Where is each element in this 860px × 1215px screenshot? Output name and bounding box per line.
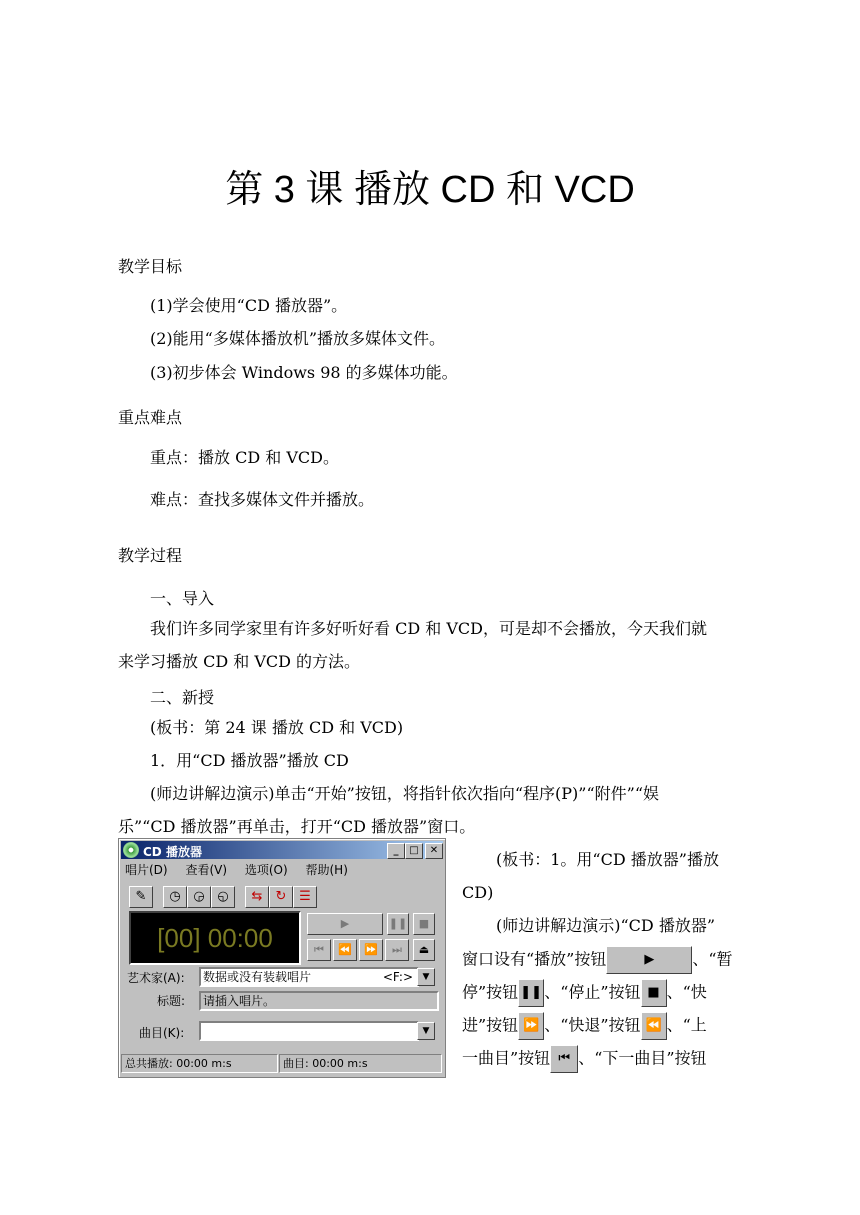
side-text: 、“下一曲目”按钮 bbox=[578, 1048, 707, 1068]
minimize-button[interactable]: _ bbox=[387, 843, 405, 859]
next-track-button[interactable]: ⏭ bbox=[385, 939, 409, 961]
menu-options[interactable]: 选项(O) bbox=[244, 863, 288, 877]
chevron-down-icon[interactable]: ▼ bbox=[417, 968, 435, 986]
step-desc: (师边讲解边演示)单击“开始”按钮，将指针依次指向“程序(P)”“附件”“娱 bbox=[150, 784, 659, 803]
artist-field[interactable] bbox=[199, 967, 419, 987]
key-point: 重点：播放 CD 和 VCD。 bbox=[150, 448, 339, 467]
side-text: 、“暂 bbox=[692, 949, 733, 969]
side-text: 一曲目”按钮 bbox=[462, 1048, 551, 1068]
side-text: (板书：1。用“CD 播放器”播放 bbox=[496, 850, 719, 869]
page-title: 第 3 课 播放 CD 和 VCD bbox=[225, 169, 635, 211]
process-heading: 教学过程 bbox=[118, 546, 183, 565]
goal-item: (1)学会使用“CD 播放器”。 bbox=[150, 296, 348, 315]
pause-button[interactable]: ❚❚ bbox=[387, 913, 409, 935]
track-time-elapsed-icon[interactable]: ◷ bbox=[163, 886, 187, 908]
eject-button[interactable]: ⏏ bbox=[413, 939, 435, 961]
edit-playlist-icon[interactable]: ✎ bbox=[129, 886, 153, 908]
track-select[interactable] bbox=[199, 1021, 419, 1041]
side-text-line bbox=[462, 1012, 707, 1040]
status-total-time: 总共播放: 00:00 m:s bbox=[121, 1054, 278, 1073]
title-bar[interactable] bbox=[121, 841, 443, 859]
stop-button-image: ■ bbox=[641, 979, 667, 1007]
status-track-time: 曲目: 00:00 m:s bbox=[279, 1054, 442, 1073]
track-time-remaining-icon[interactable]: ◶ bbox=[187, 886, 211, 908]
key-heading: 重点难点 bbox=[118, 408, 183, 427]
fast-forward-button[interactable]: ⏩ bbox=[359, 939, 383, 961]
intro-heading: 一、导入 bbox=[150, 589, 215, 608]
goals-heading: 教学目标 bbox=[118, 257, 183, 276]
random-order-icon[interactable]: ⇆ bbox=[245, 886, 269, 908]
intro-text: 来学习播放 CD 和 VCD 的方法。 bbox=[118, 652, 361, 671]
difficult-point: 难点：查找多媒体文件并播放。 bbox=[150, 490, 375, 509]
play-button-image: ▶ bbox=[606, 946, 692, 974]
artist-label: 艺术家(A): bbox=[127, 971, 185, 985]
rewind-button[interactable]: ⏪ bbox=[333, 939, 357, 961]
side-text: 窗口设有“播放”按钮 bbox=[462, 949, 607, 969]
previous-track-button-image: ⏮ bbox=[550, 1045, 578, 1073]
cd-icon bbox=[123, 842, 139, 858]
side-text: 、“快退”按钮 bbox=[544, 1015, 641, 1035]
step-desc: 乐”“CD 播放器”再单击，打开“CD 播放器”窗口。 bbox=[118, 817, 476, 836]
side-text: 停”按钮 bbox=[462, 982, 519, 1002]
goal-item: (3)初步体会 Windows 98 的多媒体功能。 bbox=[150, 363, 458, 382]
title-field: 请插入唱片。 bbox=[199, 991, 439, 1011]
close-button[interactable]: ✕ bbox=[425, 843, 443, 859]
menu-help[interactable]: 帮助(H) bbox=[305, 863, 348, 877]
intro-play-icon[interactable]: ☰ bbox=[293, 886, 317, 908]
artist-value: 数据或没有装载唱片 bbox=[203, 970, 312, 984]
side-text: 、“停止”按钮 bbox=[544, 982, 641, 1002]
title-label: 标题: bbox=[157, 994, 186, 1008]
goal-item: (2)能用“多媒体播放机”播放多媒体文件。 bbox=[150, 329, 446, 348]
side-text-line bbox=[462, 979, 707, 1007]
side-text: 、“快 bbox=[666, 982, 707, 1002]
previous-track-button[interactable]: ⏮ bbox=[307, 939, 331, 961]
rewind-button-image: ⏪ bbox=[641, 1012, 667, 1040]
track-label: 曲目(K): bbox=[139, 1026, 185, 1040]
side-text: 、“上 bbox=[666, 1015, 707, 1035]
stop-button[interactable]: ■ bbox=[413, 913, 435, 935]
maximize-button[interactable]: □ bbox=[405, 843, 423, 859]
chevron-down-icon[interactable]: ▼ bbox=[417, 1022, 435, 1040]
drive-letter: <F:> bbox=[382, 970, 413, 984]
play-button[interactable]: ▶ bbox=[307, 913, 383, 935]
fast-forward-button-image: ⏩ bbox=[518, 1012, 544, 1040]
continuous-play-icon[interactable]: ↻ bbox=[269, 886, 293, 908]
pause-button-image: ❚❚ bbox=[518, 979, 544, 1007]
disc-time-remaining-icon[interactable]: ◵ bbox=[211, 886, 235, 908]
intro-text: 我们许多同学家里有许多好听好看 CD 和 VCD，可是却不会播放，今天我们就 bbox=[150, 619, 707, 638]
board-text: (板书：第 24 课 播放 CD 和 VCD) bbox=[150, 718, 404, 737]
time-display: [00] 00:00 bbox=[129, 911, 301, 965]
side-text-line bbox=[462, 1045, 707, 1073]
window-title: CD 播放器 bbox=[143, 845, 202, 859]
side-text-line bbox=[462, 946, 733, 974]
menu-disc[interactable]: 唱片(D) bbox=[125, 863, 168, 877]
cd-player-window bbox=[118, 838, 446, 1078]
side-text: CD) bbox=[462, 883, 494, 902]
menu-bar bbox=[125, 861, 362, 878]
side-text: 进”按钮 bbox=[462, 1015, 519, 1035]
side-text: (师边讲解边演示)“CD 播放器” bbox=[496, 916, 716, 935]
menu-view[interactable]: 查看(V) bbox=[185, 863, 228, 877]
step-heading: 1．用“CD 播放器”播放 CD bbox=[150, 751, 349, 770]
new-heading: 二、新授 bbox=[150, 688, 215, 707]
